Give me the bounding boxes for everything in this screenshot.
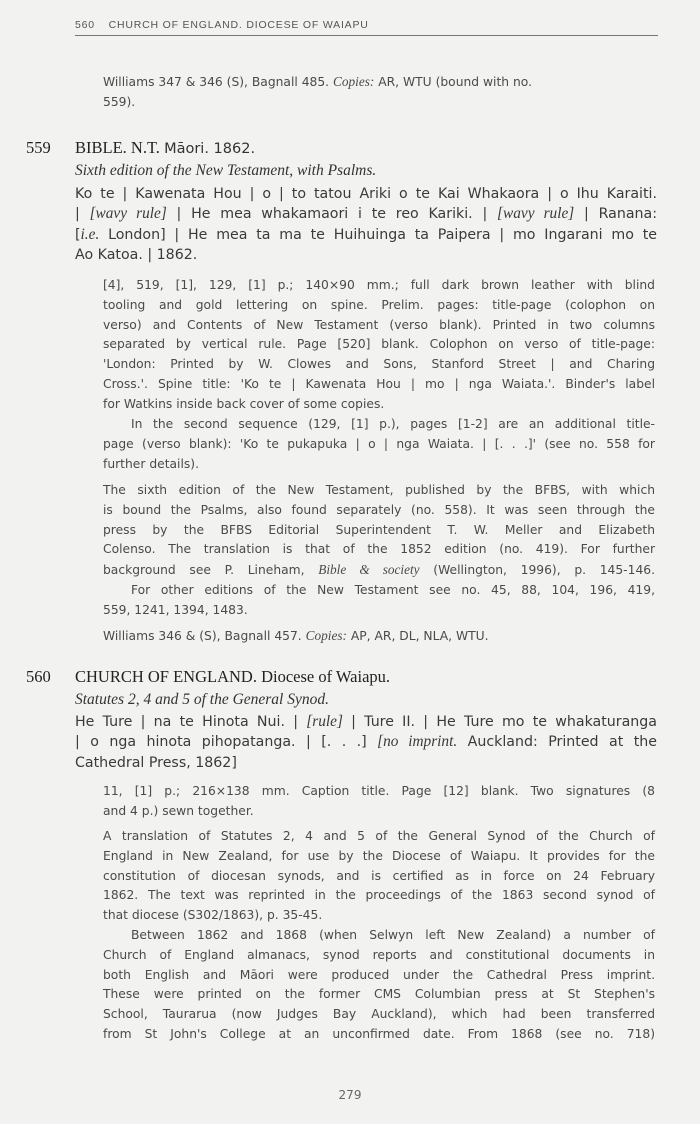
note-560 <box>103 827 655 1045</box>
heading-language: Māori. 1862. <box>164 141 256 157</box>
carryover-end: 559). <box>103 94 136 109</box>
entry-title-559: Sixth edition of the New Testament, with Psalms. <box>75 162 377 179</box>
text-line: A translation of Statutes 2, 4 and 5 of the General Synod of the Church of <box>103 829 655 843</box>
entry-heading-559 <box>75 138 657 158</box>
tp-line: He Ture | na te Hinota Nui. | [rule] | Ture II. | He Ture mo te whakaturanga <box>75 713 657 730</box>
text-line: page (verso blank): 'Ko te pukapuka | o | nga Waiata. | [. . .]' (see no. 558 for <box>103 436 655 451</box>
text-line: School, Taurarua (now Judges Bay Auckland), which had been transferred <box>103 1007 655 1022</box>
collation-559 <box>103 276 655 415</box>
heading-text: BIBLE. N.T. <box>75 138 160 157</box>
text-line: 'London: Printed by W. Clowes and Sons, Stanford Street | and Charing <box>103 357 655 372</box>
text-line: [4], 519, [1], 129, [1] p.; 140×90 mm.; full dark brown leather with blind <box>103 278 655 292</box>
refs-line <box>103 626 655 647</box>
text-line: for Watkins inside back cover of some copies. <box>103 396 385 411</box>
text-line: from St John's College at an unconfirmed date. From 1868 (see no. 718) <box>103 1026 655 1041</box>
running-head <box>75 19 658 36</box>
title-page-559 <box>75 184 657 265</box>
text-line: Colenso. The translation is that of the 1852 edition (no. 419). For further <box>103 542 655 557</box>
tp-line: Ao Katoa. | 1862. <box>75 246 198 263</box>
text-line: Church of England almanacs, synod reports and constitutional documents in <box>103 947 655 962</box>
tp-line: Ko te | Kawenata Hou | o | to tatou Ariki o te Kai Whakaora | o Ihu Karaiti. <box>75 186 657 202</box>
text-line: These were printed on the former CMS Columbian press at St Stephen's <box>103 987 655 1002</box>
carryover-copies: AR, WTU (bound with no. <box>378 75 533 89</box>
carryover-text: Williams 347 & 346 (S), Bagnall 485. <box>103 75 330 89</box>
text-line: verso) and Contents of New Testament (verso blank). Printed in two columns <box>103 317 655 332</box>
text-line: further details). <box>103 456 199 471</box>
text-line: 559, 1241, 1394, 1483. <box>103 602 248 617</box>
text-line: 1862. The text was reprinted in the proceedings of the 1863 second synod of <box>103 888 655 903</box>
running-head-title: CHURCH OF ENGLAND. DIOCESE OF WAIAPU <box>108 19 369 31</box>
text-line: press by the BFBS Editorial Superintendent T. W. Meller and Elizabeth <box>103 522 655 537</box>
text-line: England in New Zealand, for use by the Diocese of Waiapu. It provides for the <box>103 848 655 863</box>
page-number: 279 <box>338 1088 362 1102</box>
tp-line: [i.e. London] | He mea ta ma te Huihuinga ta Paipera | mo Ingarani mo te <box>75 225 657 243</box>
text-line: and 4 p.) sewn together. <box>103 803 254 818</box>
text-line: constitution of diocesan synods, and is certified as in force on 24 February <box>103 868 655 883</box>
text-line: background see P. Lineham, Bible & society (Wellington, 1996), p. 145-146. <box>103 562 655 578</box>
copies-label: Copies: <box>333 74 375 89</box>
text-line: is bound the Psalms, also found separately (no. 558). It was seen through the <box>103 502 655 517</box>
text-line: The sixth edition of the New Testament, published by the BFBS, with which <box>103 483 655 497</box>
copies-list: AP, AR, DL, NLA, WTU. <box>350 629 489 643</box>
text-line: Between 1862 and 1868 (when Selwyn left New Zealand) a number of <box>131 927 655 942</box>
carryover-refs <box>103 72 655 113</box>
title-page-560 <box>75 712 657 773</box>
collation2-559 <box>103 415 655 474</box>
text-line: that diocese (S302/1863), p. 35-45. <box>103 908 323 923</box>
refs-text: Williams 346 & (S), Bagnall 457. <box>103 629 302 643</box>
entry-number-559: 559 <box>26 138 51 157</box>
running-head-page: 560 <box>75 19 95 31</box>
entry-title-560: Statutes 2, 4 and 5 of the General Synod. <box>75 691 329 708</box>
text-line: Cross.'. Spine title: 'Ko te | Kawenata Hou | mo | nga Waiata.'. Binder's label <box>103 376 655 391</box>
entry-heading-560: CHURCH OF ENGLAND. Diocese of Waiapu. <box>75 667 391 686</box>
text-line: tooling and gold lettering on spine. Prelim. pages: title-page (colophon on <box>103 297 655 312</box>
refs-559 <box>103 626 655 647</box>
copies-label: Copies: <box>305 628 347 643</box>
note-559 <box>103 481 655 621</box>
text-line: 11, [1] p.; 216×138 mm. Caption title. Page [12] blank. Two signatures (8 <box>103 784 655 798</box>
text-line: separated by vertical rule. Page [520] blank. Colophon on verso of title-page: <box>103 337 655 352</box>
text-line: both English and Māori were produced under the Cathedral Press imprint. <box>103 967 655 982</box>
entry-number-560: 560 <box>26 667 51 686</box>
tp-line: | o nga hinota pihopatanga. | [. . .] [no imprint. Auckland: Printed at the <box>75 733 657 751</box>
text-line: In the second sequence (129, [1] p.), pages [1-2] are an additional title- <box>131 417 655 431</box>
text-line: For other editions of the New Testament see no. 45, 88, 104, 196, 419, <box>131 582 655 597</box>
collation-560 <box>103 782 655 822</box>
tp-line: | [wavy rule] | He mea whakamaori i te reo Kariki. | [wavy rule] | Ranana: <box>75 205 657 223</box>
tp-line: Cathedral Press, 1862] <box>75 754 237 771</box>
